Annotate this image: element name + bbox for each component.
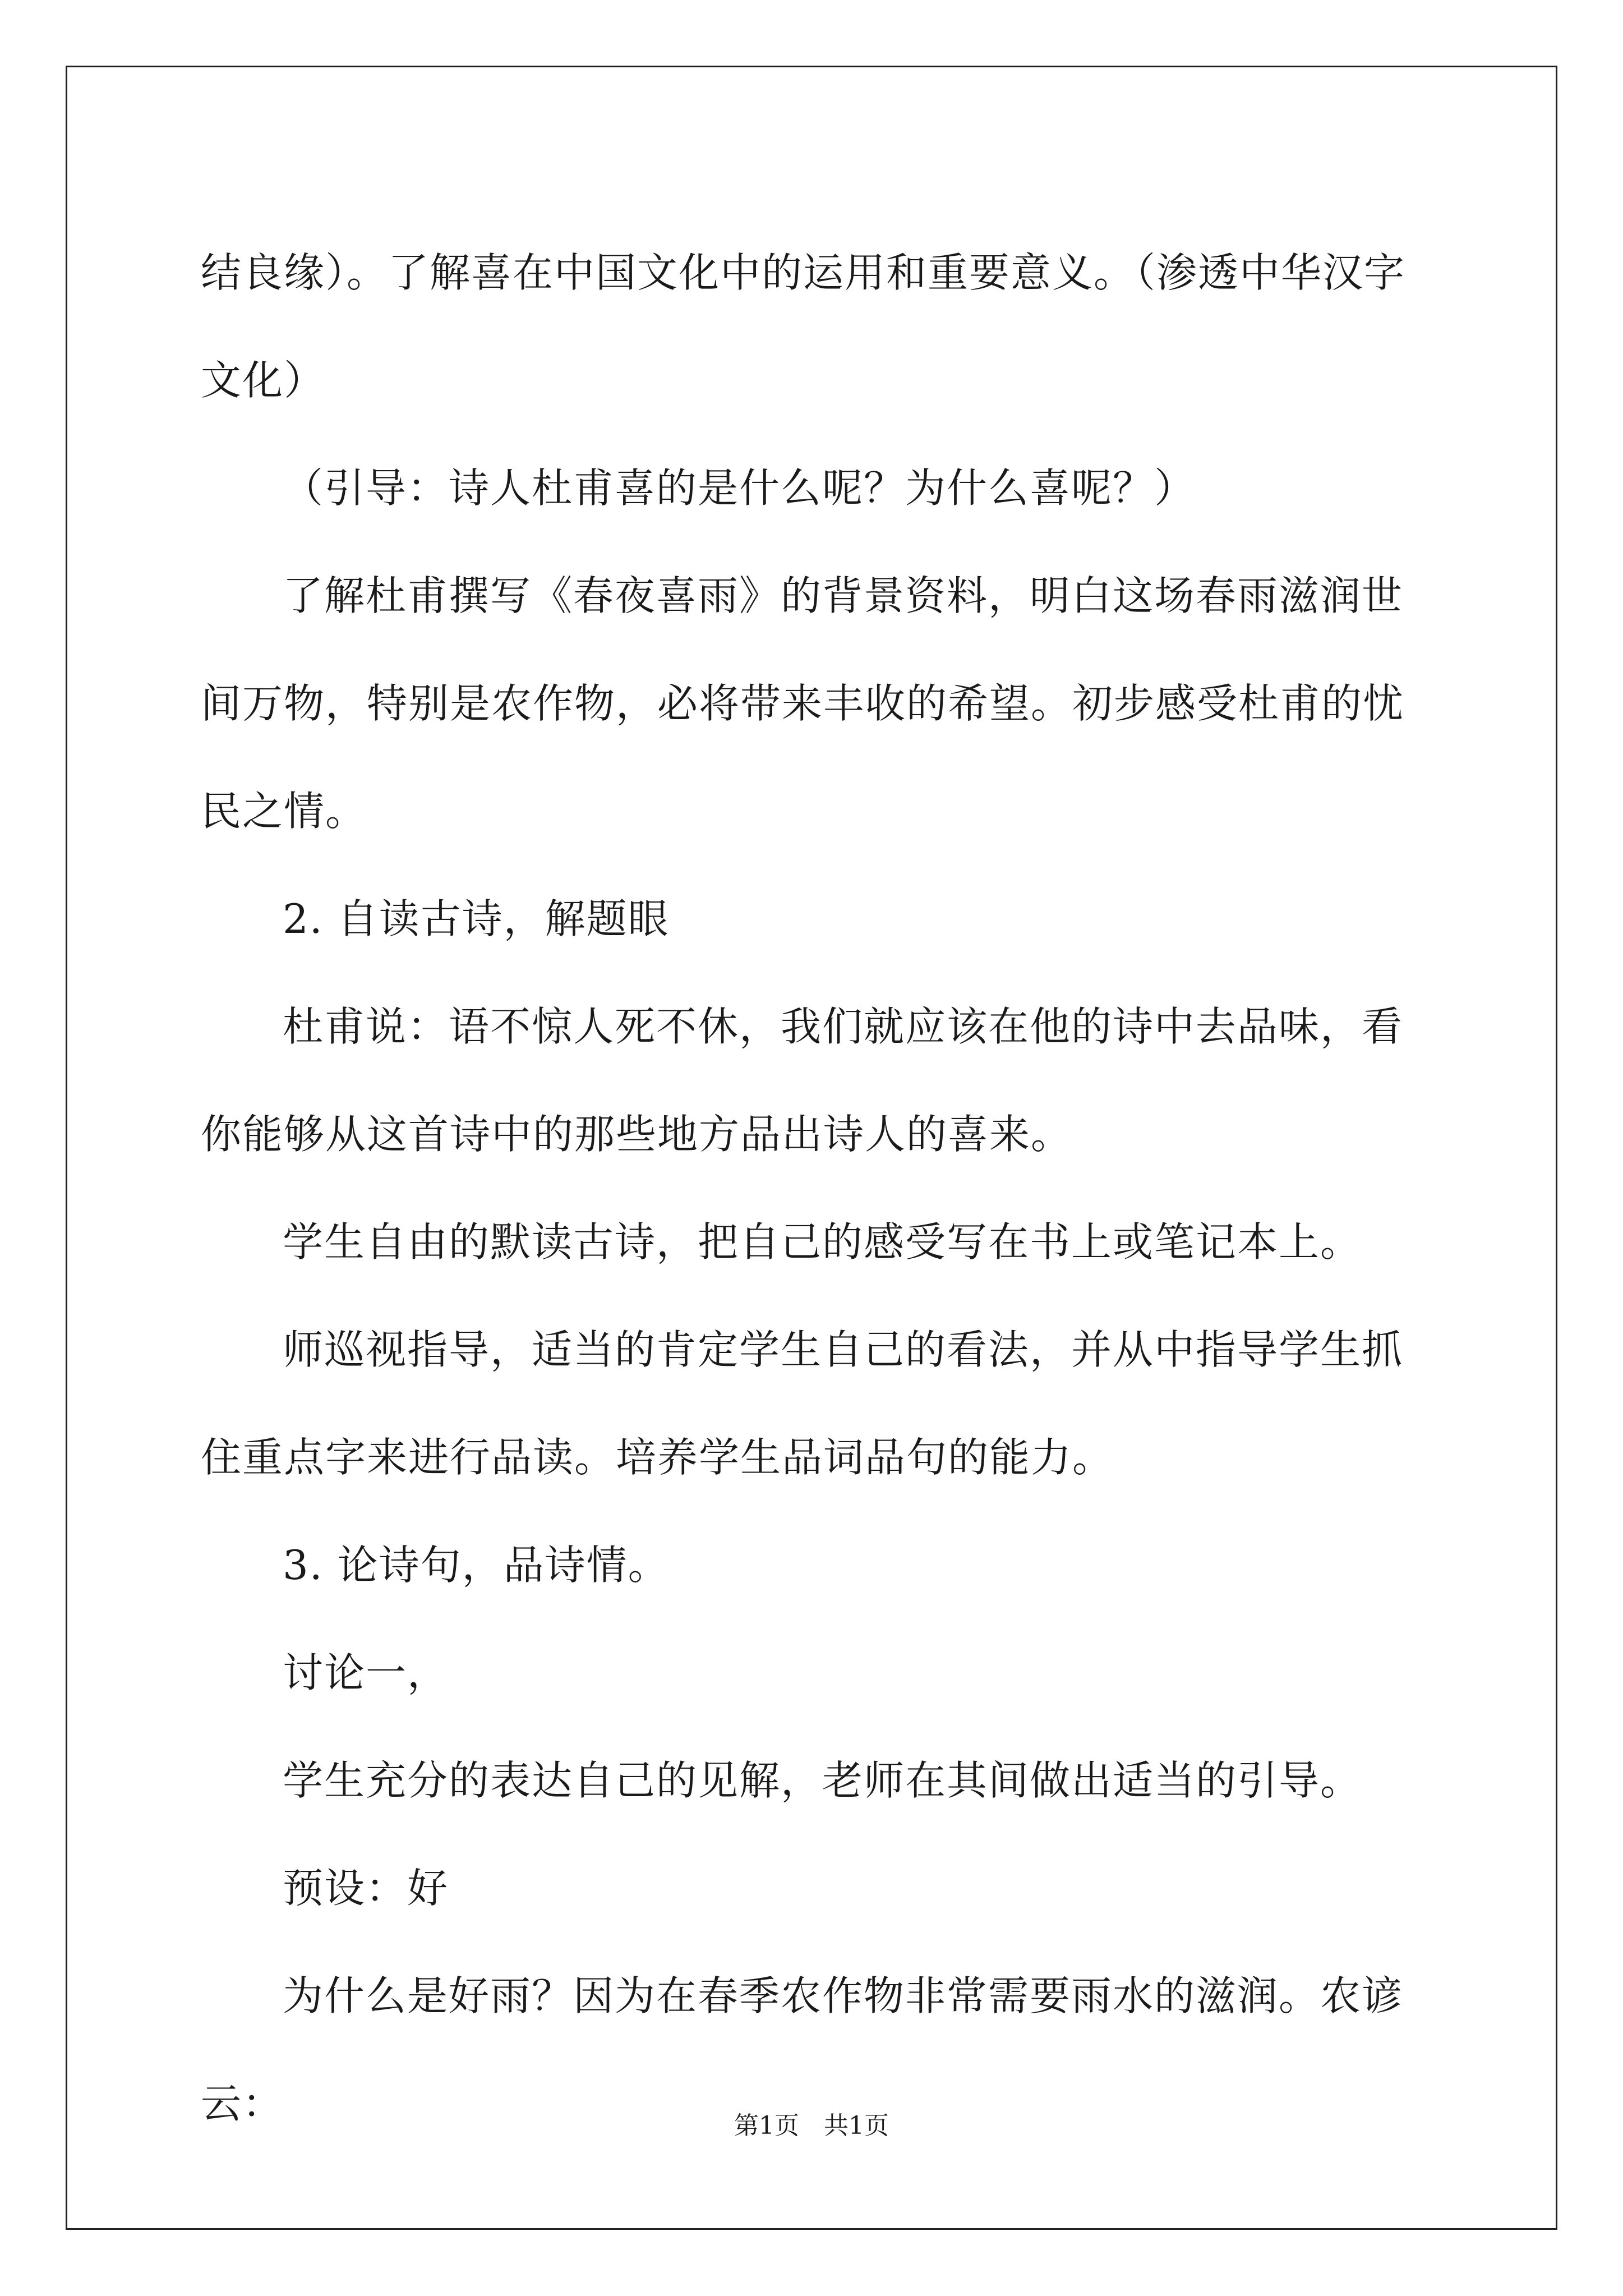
paragraph-10: 学生充分的表达自己的见解，老师在其间做出适当的引导。 — [283, 1757, 1362, 1804]
paragraph-3: 了解杜甫撰写《春夜喜雨》的背景资料，明白这场春雨滋润世间万物，特别是农作物，必将带来丰收的希望。初步感受杜甫的忧民之情。 — [201, 572, 1405, 835]
section-heading-2: 2. 自读古诗，解题眼 — [283, 895, 670, 942]
paragraph-9: 讨论一， — [283, 1649, 449, 1696]
paragraph-1: 结良缘）。了解喜在中国文化中的运用和重要意义。（渗透中华汉字文化） — [201, 249, 1406, 404]
document-body — [201, 219, 1429, 2157]
paragraph-2: （引导：诗人杜甫喜的是什么呢？为什么喜呢？） — [283, 464, 1196, 512]
section-heading-3: 3. 论诗句，品诗情。 — [283, 1542, 670, 1589]
paragraph-11: 预设：好 — [283, 1865, 449, 1912]
paragraph-7: 师巡视指导，适当的肯定学生自己的看法，并从中指导学生抓住重点字来进行品读。培养学生品词品句的能力。 — [201, 1326, 1404, 1481]
paragraph-12: 为什么是好雨？因为在春季农作物非常需要雨水的滋润。农谚云： — [201, 1972, 1404, 2127]
paragraph-5: 杜甫说：语不惊人死不休，我们就应该在他的诗中去品味，看你能够从这首诗中的那些地方品出诗人的喜来。 — [201, 1003, 1404, 1158]
page-number-footer: 第1页 共1页 — [734, 2111, 889, 2140]
paragraph-6: 学生自由的默读古诗，把自己的感受写在书上或笔记本上。 — [283, 1218, 1362, 1266]
